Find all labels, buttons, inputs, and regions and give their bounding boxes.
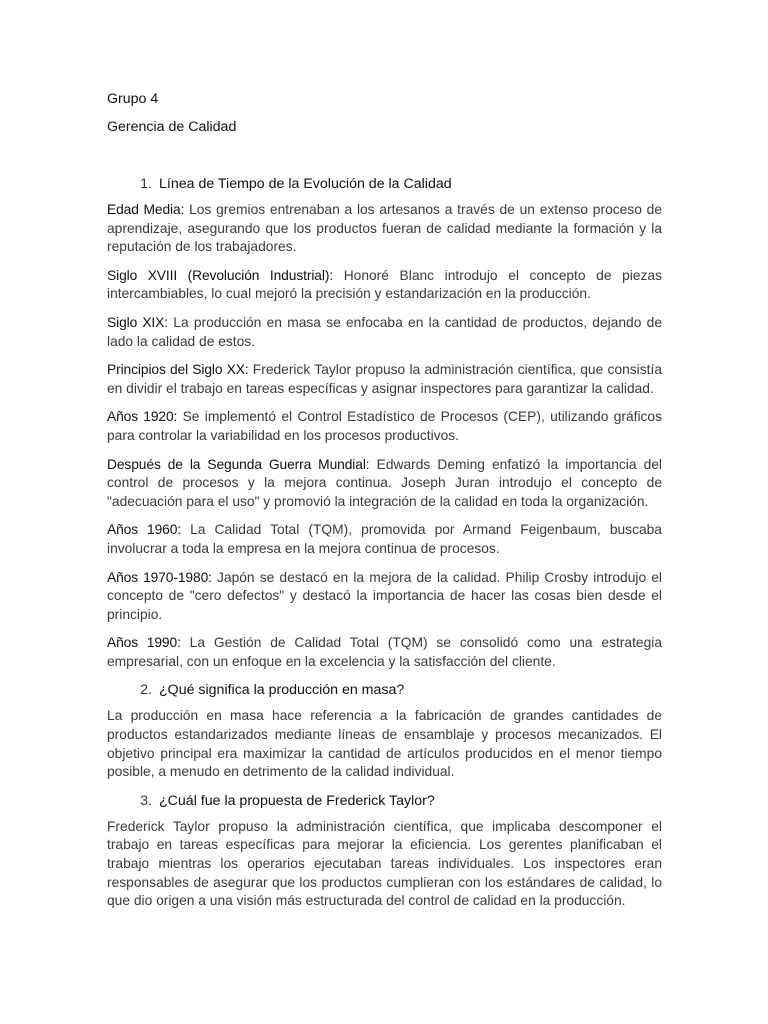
timeline-text: Edwards Deming enfatizó la importancia del control de procesos y la mejora continua. Joseph Juran introdujo el concepto de "adecuación para el uso" y promovió la integración de la calidad en toda la organización. [107, 456, 662, 509]
course-title: Gerencia de Calidad [107, 119, 237, 135]
timeline-entry [107, 634, 662, 671]
section-2-answer: La producción en masa hace referencia a la fabricación de grandes cantidades de productos estandarizados mediante líneas de ensamblaje y procesos mecanizados. El objetivo principal era maximizar la cantidad de artículos producidos en el menor tiempo posible, a menudo en detrimento de la calidad individual. [107, 708, 662, 780]
timeline-term: Edad Media: [107, 202, 185, 217]
section-3-heading [107, 792, 662, 811]
section-1-heading [107, 175, 662, 194]
section-1-title: Línea de Tiempo de la Evolución de la Calidad [159, 176, 452, 192]
timeline-text: Los gremios entrenaban a los artesanos a través de un extenso proceso de aprendizaje, asegurando que los productos fueran de calidad mediante la formación y la reputación de los trabajadores. [107, 202, 662, 255]
timeline-term: Años 1990: [107, 635, 181, 651]
timeline-entry [107, 314, 662, 351]
group-label: Grupo 4 [107, 91, 159, 107]
section-2-title: ¿Qué significa la producción en masa? [159, 682, 405, 699]
timeline-text: Japón se destacó en la mejora de la calidad. Philip Crosby introdujo el concepto de "cero defectos" y destacó la importancia de hacer las cosas bien desde el principio. [107, 569, 662, 622]
timeline-term: Siglo XVIII (Revolución Industrial): [107, 267, 334, 283]
section-1-number: 1. [140, 176, 152, 192]
timeline-entry [107, 569, 662, 625]
timeline-text: Honoré Blanc introdujo el concepto de piezas intercambiables, lo cual mejoró la precisión y estandarización en la producción. [107, 267, 662, 302]
timeline-entry [107, 408, 662, 445]
timeline-entry [107, 201, 662, 257]
timeline-entry [107, 521, 662, 558]
section-2-heading [107, 681, 662, 700]
document-page [107, 90, 662, 921]
timeline-text: Frederick Taylor propuso la administración científica, que consistía en dividir el trabajo en tareas específicas y asignar inspectores para garantizar la calidad. [107, 362, 662, 396]
timeline-entry [107, 456, 662, 512]
section-3-number: 3. [140, 792, 152, 809]
section-3-answer: Frederick Taylor propuso la administración científica, que implicaba descomponer el trabajo en tareas específicas para mejorar la eficiencia. Los gerentes planificaban el trabajo mientras los operarios ejecutaban tareas individuales. Los inspectores eran responsables de asegurar que los productos cumplieran con los estándares de calidad, lo que dio origen a una visión más estructurada del control de calidad en la producción. [107, 818, 662, 909]
timeline-term: Años 1970-1980: [107, 569, 212, 585]
section-2-number: 2. [140, 682, 152, 699]
timeline-entry [107, 267, 662, 304]
timeline-text: La Gestión de Calidad Total (TQM) se consolidó como una estrategia empresarial, con un enfoque en la excelencia y la satisfacción del cliente. [107, 635, 662, 669]
timeline-term: Años 1920: [107, 409, 178, 425]
timeline-term: Siglo XIX: [107, 314, 169, 330]
timeline-text: La Calidad Total (TQM), promovida por Armand Feigenbaum, buscaba involucrar a toda la empresa en la mejora continua de procesos. [107, 522, 662, 556]
timeline-term: Años 1960: [107, 522, 182, 538]
section-3-title: ¿Cuál fue la propuesta de Frederick Taylor? [159, 792, 435, 809]
timeline-text: Se implementó el Control Estadístico de Procesos (CEP), utilizando gráficos para controlar la variabilidad en los procesos productivos. [107, 409, 662, 443]
timeline-entry [107, 361, 662, 398]
timeline-term: Principios del Siglo XX: [107, 362, 249, 378]
timeline-term: Después de la Segunda Guerra Mundial: [107, 456, 370, 472]
timeline-text: La producción en masa se enfocaba en la cantidad de productos, dejando de lado la calidad de estos. [107, 314, 662, 349]
